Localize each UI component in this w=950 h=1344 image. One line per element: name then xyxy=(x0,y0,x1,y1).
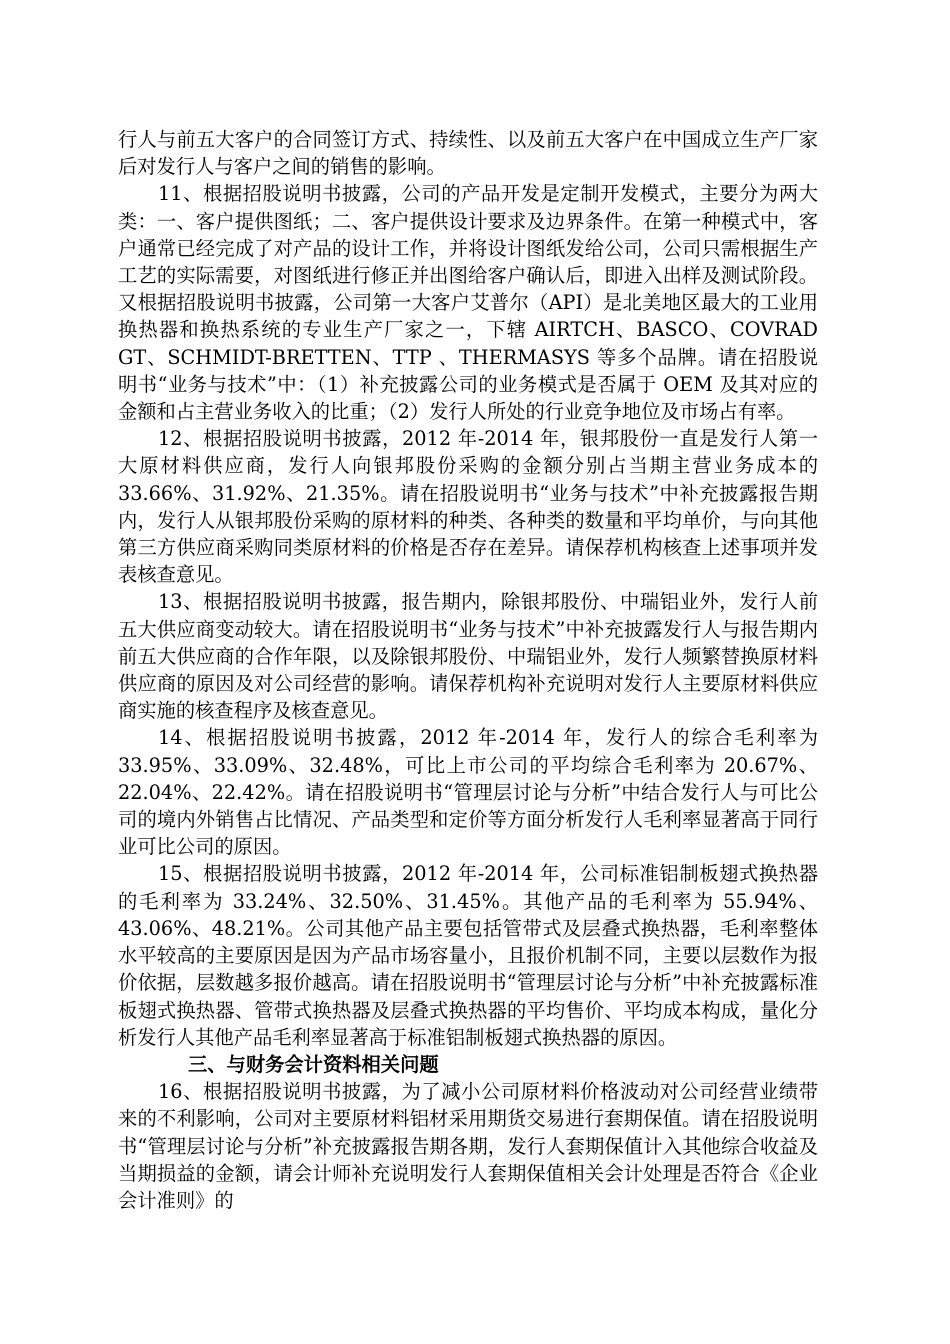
paragraph-item-13: 13、根据招股说明书披露，报告期内，除银邦股份、中瑞铝业外，发行人前五大供应商变动较大。请在招股说明书“业务与技术”中补充披露发行人与报告期内前五大供应商的合作年限，以及除银邦股份、中瑞铝业外，发行人频繁替换原材料供应商的原因及对公司经营的影响。请保荐机构补充说明对发行人主要原材料供应商实施的核查程序及核查意见。 xyxy=(118,590,818,723)
section-heading: 三、与财务会计资料相关问题 xyxy=(188,1052,439,1076)
document-body xyxy=(118,126,818,1214)
paragraph-continuation: 行人与前五大客户的合同签订方式、持续性、以及前五大客户在中国成立生产厂家后对发行人与客户之间的销售的影响。 xyxy=(118,128,818,179)
paragraph-item-12: 12、根据招股说明书披露，2012 年-2014 年，银邦股份一直是发行人第一大原材料供应商，发行人向银邦股份采购的金额分别占当期主营业务成本的 33.66%、31.92%、21.35%。请在招股说明书“业务与技术”中补充披露报告期内，发行人从银邦股份采购的原材料的种类、各种类的数量和平均单价，与向其他第三方供应商采购同类原材料的价格是否存在差异。请保荐机构核查上述事项并发表核查意见。 xyxy=(118,427,818,587)
paragraph-item-15: 15、根据招股说明书披露，2012 年-2014 年，公司标准铝制板翅式换热器的毛利率为 33.24%、32.50%、31.45%。其他产品的毛利率为 55.94%、43.06%、48.21%。公司其他产品主要包括管带式及层叠式换热器，毛利率整体水平较高的主要原因是因为产品市场容量小，且报价机制不同，主要以层数作为报价依据，层数越多报价越高。请在招股说明书“管理层讨论与分析”中补充披露标准板翅式换热器、管带式换热器及层叠式换热器的平均售价、平均成本构成，量化分析发行人其他产品毛利率显著高于标准铝制板翅式换热器的原因。 xyxy=(118,862,818,1049)
paragraph-item-14: 14、根据招股说明书披露，2012 年-2014 年，发行人的综合毛利率为 33.95%、33.09%、32.48%，可比上市公司的平均综合毛利率为 20.67%、22.04%、22.42%。请在招股说明书“管理层讨论与分析”中结合发行人与可比公司的境内外销售占比情况、产品类型和定价等方面分析发行人毛利率显著高于同行业可比公司的原因。 xyxy=(118,726,818,859)
paragraph-item-11: 11、根据招股说明书披露，公司的产品开发是定制开发模式，主要分为两大类：一、客户提供图纸；二、客户提供设计要求及边界条件。在第一种模式中，客户通常已经完成了对产品的设计工作，并将设计图纸发给公司，公司只需根据生产工艺的实际需要，对图纸进行修正并出图给客户确认后，即进入出样及测试阶段。又根据招股说明书披露，公司第一大客户艾普尔（API）是北美地区最大的工业用换热器和换热系统的专业生产厂家之一，下辖 AIRTCH、BASCO、COVRAD GT、SCHMIDT-BRETTEN、TTP 、THERMASYS 等多个品牌。请在招股说明书“业务与技术”中：（1）补充披露公司的业务模式是否属于 OEM 及其对应的金额和占主营业务收入的比重；（2）发行人所处的行业竞争地位及市场占有率。 xyxy=(118,182,818,424)
paragraph-item-16: 16、根据招股说明书披露，为了减小公司原材料价格波动对公司经营业绩带来的不利影响，公司对主要原材料铝材采用期货交易进行套期保值。请在招股说明书“管理层讨论与分析”补充披露报告期各期，发行人套期保值计入其他综合收益及当期损益的金额，请会计师补充说明发行人套期保值相关会计处理是否符合《企业会计准则》的 xyxy=(118,1080,818,1212)
